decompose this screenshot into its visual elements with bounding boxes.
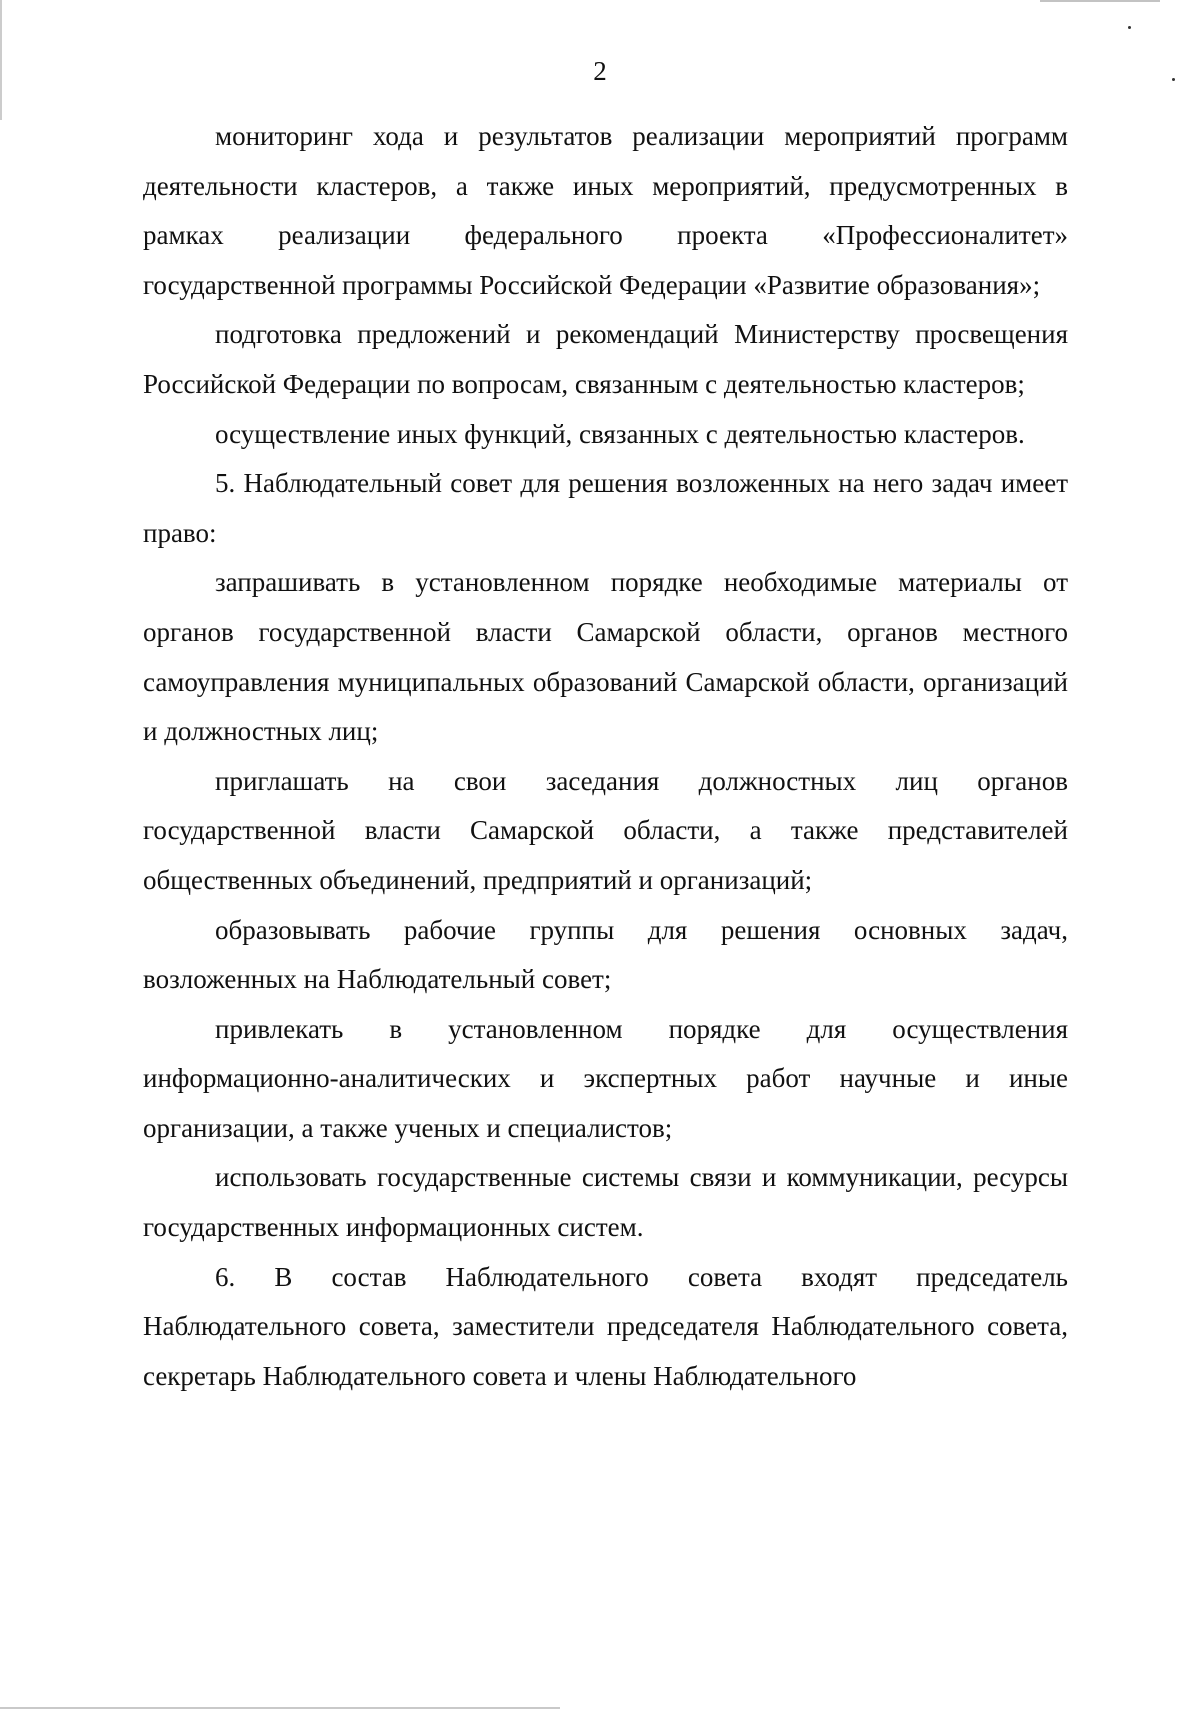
paragraph-section-5: 5. Наблюдательный совет для решения возложенных на него задач имеет право: — [143, 468, 1068, 548]
scan-edge-top — [1040, 0, 1160, 2]
paragraph-section-6: 6. В состав Наблюдательного совета входят председатель Наблюдательного совета, заместители председателя Наблюдательного совета, секретарь Наблюдательного совета и члены Наблюдательного — [143, 1261, 1068, 1391]
paragraph-communication-systems: использовать государственные системы связи и коммуникации, ресурсы государственных информационных систем. — [143, 1162, 1068, 1243]
scan-speck — [1128, 26, 1131, 29]
paragraph-engage-organizations: привлекать в установленном порядке для осуществления информационно-аналитических и экспертных работ научные и иные организации, а также ученых и специалистов; — [143, 1013, 1068, 1143]
paragraph-working-groups: образовывать рабочие группы для решения основных задач, возложенных на Наблюдательный совет; — [143, 914, 1068, 995]
paragraph-request-materials: запрашивать в установленном порядке необходимые материалы от органов государственной власти Самарской области, органов местного самоуправления муниципальных образований Самарской области, организаций и должностных лиц; — [143, 567, 1068, 747]
paragraph-invite-officials: приглашать на свои заседания должностных лиц органов государственной власти Самарской области, а также представителей общественных объединений, предприятий и организаций; — [143, 765, 1068, 895]
paragraph-other-functions: осуществление иных функций, связанных с деятельностью кластеров. — [215, 418, 1025, 449]
document-body — [143, 112, 1068, 1401]
paragraph-monitoring: мониторинг хода и результатов реализации мероприятий программ деятельности кластеров, а также иных мероприятий, предусмотренных в рамках реализации федерального проекта «Профессионалитет» государственной программы Российской Федерации «Развитие образования»; — [143, 121, 1068, 300]
scan-edge-bottom — [0, 1707, 560, 1709]
paragraph-proposals: подготовка предложений и рекомендаций Министерству просвещения Российской Федерации по вопросам, связанным с деятельностью кластеров; — [143, 319, 1068, 399]
page-number: 2 — [593, 56, 607, 86]
